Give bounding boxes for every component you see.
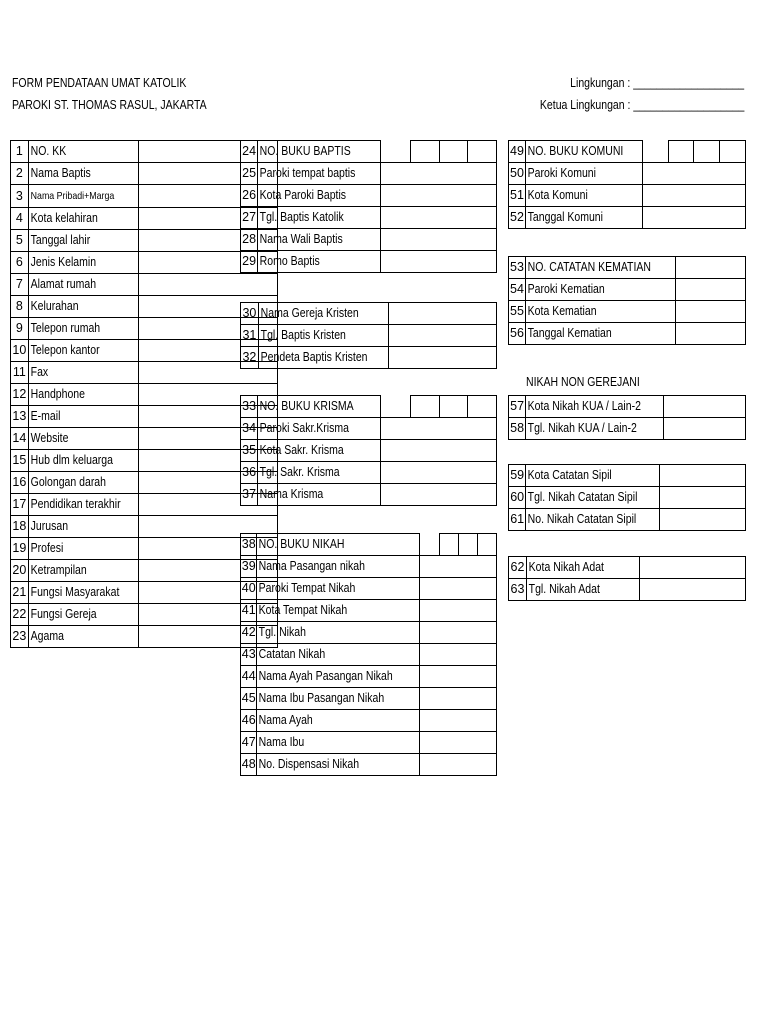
- row-number: 51: [509, 185, 526, 207]
- row-number: 52: [509, 207, 526, 229]
- entry-field[interactable]: [639, 557, 745, 579]
- komuni-table: [508, 140, 746, 229]
- row-number: 37: [241, 484, 258, 506]
- entry-field[interactable]: [642, 185, 745, 207]
- row-number: 60: [509, 487, 526, 509]
- row-number: 1: [11, 141, 29, 163]
- entry-field[interactable]: [389, 347, 497, 369]
- row-number: 46: [241, 710, 257, 732]
- ketua-lingkungan-field: Ketua Lingkungan : ___________________: [539, 98, 744, 112]
- field-label: No. Dispensasi Nikah: [257, 754, 420, 776]
- form-row: [11, 428, 278, 450]
- row-number: 16: [11, 472, 29, 494]
- row-number: 41: [241, 600, 257, 622]
- row-number: 2: [11, 163, 29, 185]
- field-label: Kota Nikah KUA / Lain-2: [526, 396, 664, 418]
- row-number: 57: [509, 396, 526, 418]
- entry-field[interactable]: [639, 579, 745, 601]
- field-label: Telepon kantor: [28, 340, 138, 362]
- form-row: [11, 185, 278, 208]
- form-row: [509, 279, 746, 301]
- form-row: [241, 556, 497, 578]
- gap-cell: [380, 396, 410, 418]
- entry-field[interactable]: [380, 484, 496, 506]
- row-number: 11: [11, 362, 29, 384]
- entry-field[interactable]: [660, 487, 746, 509]
- parish-name: PAROKI ST. THOMAS RASUL, JAKARTA: [12, 98, 207, 112]
- row-number: 18: [11, 516, 29, 538]
- field-label: Ketrampilan: [28, 560, 138, 582]
- row-number: 63: [509, 579, 527, 601]
- field-label: Nama Ayah: [257, 710, 420, 732]
- entry-box[interactable]: [439, 396, 468, 418]
- form-row: [241, 440, 497, 462]
- form-row: [509, 487, 746, 509]
- row-number: 47: [241, 732, 257, 754]
- form-row: [509, 141, 746, 163]
- field-label: Kota Komuni: [525, 185, 642, 207]
- entry-field[interactable]: [389, 325, 497, 347]
- form-row: [241, 754, 497, 776]
- nikah-non-gerejani-heading: NIKAH NON GEREJANI: [526, 375, 640, 389]
- entry-box[interactable]: [411, 141, 440, 163]
- form-row: [11, 141, 278, 163]
- field-label: Nama Baptis: [28, 163, 138, 185]
- form-row: [11, 560, 278, 582]
- form-row: [241, 303, 497, 325]
- entry-field[interactable]: [381, 229, 497, 251]
- entry-field[interactable]: [420, 644, 497, 666]
- form-row: [11, 538, 278, 560]
- kua-table: [508, 395, 746, 440]
- entry-field[interactable]: [675, 301, 745, 323]
- entry-field[interactable]: [642, 207, 745, 229]
- form-row: [241, 534, 497, 556]
- entry-box[interactable]: [439, 141, 468, 163]
- lingkungan-field: Lingkungan : ___________________: [569, 76, 744, 90]
- form-row: [241, 325, 497, 347]
- row-number: 56: [509, 323, 526, 345]
- form-row: [241, 622, 497, 644]
- krisma-table: [240, 395, 497, 506]
- field-label: Kelurahan: [28, 296, 138, 318]
- row-number: 3: [11, 185, 29, 208]
- row-number: 54: [509, 279, 526, 301]
- field-label: Romo Baptis: [258, 251, 381, 273]
- entry-field[interactable]: [660, 465, 746, 487]
- field-label: Nama Gereja Kristen: [258, 303, 388, 325]
- field-label: Jurusan: [28, 516, 138, 538]
- field-label: Paroki Sakr.Krisma: [258, 418, 380, 440]
- nikah-table: [240, 533, 497, 776]
- field-label: Tanggal Komuni: [525, 207, 642, 229]
- field-label: Fungsi Gereja: [28, 604, 138, 626]
- field-label: Tanggal lahir: [28, 230, 138, 252]
- row-number: 12: [11, 384, 29, 406]
- form-row: [241, 229, 497, 251]
- form-row: [241, 688, 497, 710]
- form-row: [11, 163, 278, 185]
- gap-cell: [420, 534, 440, 556]
- field-label: Jenis Kelamin: [28, 252, 138, 274]
- form-row: [11, 208, 278, 230]
- entry-field[interactable]: [389, 303, 497, 325]
- entry-field[interactable]: [380, 440, 496, 462]
- entry-box[interactable]: [458, 534, 477, 556]
- entry-field[interactable]: [420, 578, 497, 600]
- entry-field[interactable]: [420, 556, 497, 578]
- form-row: [241, 710, 497, 732]
- form-row: [509, 257, 746, 279]
- entry-field[interactable]: [664, 418, 746, 440]
- row-number: 19: [11, 538, 29, 560]
- entry-field[interactable]: [420, 600, 497, 622]
- entry-field[interactable]: [138, 274, 277, 296]
- entry-field[interactable]: [420, 754, 497, 776]
- entry-field[interactable]: [380, 418, 496, 440]
- field-label: Alamat rumah: [28, 274, 138, 296]
- row-number: 20: [11, 560, 29, 582]
- row-number: 6: [11, 252, 29, 274]
- row-number: 39: [241, 556, 257, 578]
- entry-box[interactable]: [720, 141, 746, 163]
- row-number: 32: [241, 347, 259, 369]
- row-number: 25: [241, 163, 258, 185]
- row-number: 24: [241, 141, 258, 163]
- field-label: Nama Ayah Pasangan Nikah: [257, 666, 420, 688]
- row-number: 8: [11, 296, 29, 318]
- entry-field[interactable]: [381, 185, 497, 207]
- field-label: NO. KK: [28, 141, 138, 163]
- field-label: Kota Paroki Baptis: [258, 185, 381, 207]
- form-row: [509, 323, 746, 345]
- field-label: Agama: [28, 626, 138, 648]
- field-label: Hub dlm keluarga: [28, 450, 138, 472]
- catatan-sipil-table: [508, 464, 746, 531]
- row-number: 61: [509, 509, 526, 531]
- row-number: 22: [11, 604, 29, 626]
- row-number: 55: [509, 301, 526, 323]
- field-label: Nama Ibu: [257, 732, 420, 754]
- field-label: Fax: [28, 362, 138, 384]
- form-row: [11, 472, 278, 494]
- form-row: [509, 557, 746, 579]
- entry-field[interactable]: [642, 163, 745, 185]
- row-number: 43: [241, 644, 257, 666]
- field-label: Nama Wali Baptis: [258, 229, 381, 251]
- field-label: Nama Ibu Pasangan Nikah: [257, 688, 420, 710]
- entry-field[interactable]: [380, 462, 496, 484]
- entry-field[interactable]: [675, 323, 745, 345]
- row-number: 4: [11, 208, 29, 230]
- nikah-adat-table: [508, 556, 746, 601]
- row-number: 28: [241, 229, 258, 251]
- field-label: NO. BUKU NIKAH: [257, 534, 420, 556]
- personal-data-table: [10, 140, 278, 648]
- form-row: [241, 251, 497, 273]
- field-label: Kota kelahiran: [28, 208, 138, 230]
- form-title: FORM PENDATAAN UMAT KATOLIK: [12, 76, 187, 90]
- entry-box[interactable]: [468, 396, 497, 418]
- field-label: Kota Nikah Adat: [526, 557, 639, 579]
- field-label: NO. CATATAN KEMATIAN: [525, 257, 675, 279]
- field-label: Tgl. Baptis Kristen: [258, 325, 388, 347]
- field-label: Nama Krisma: [258, 484, 380, 506]
- form-row: [11, 626, 278, 648]
- row-number: 15: [11, 450, 29, 472]
- row-number: 62: [509, 557, 527, 579]
- field-label: Paroki tempat baptis: [258, 163, 381, 185]
- form-row: [241, 207, 497, 229]
- row-number: 30: [241, 303, 259, 325]
- row-number: 5: [11, 230, 29, 252]
- row-number: 31: [241, 325, 259, 347]
- entry-field[interactable]: [381, 251, 497, 273]
- row-number: 21: [11, 582, 29, 604]
- row-number: 33: [241, 396, 258, 418]
- row-number: 26: [241, 185, 258, 207]
- row-number: 7: [11, 274, 29, 296]
- row-number: 38: [241, 534, 257, 556]
- form-row: [11, 406, 278, 428]
- entry-field[interactable]: [420, 666, 497, 688]
- form-row: [11, 362, 278, 384]
- row-number: 49: [509, 141, 526, 163]
- field-label: Golongan darah: [28, 472, 138, 494]
- field-label: Profesi: [28, 538, 138, 560]
- field-label: Paroki Kematian: [525, 279, 675, 301]
- entry-field[interactable]: [675, 279, 745, 301]
- row-number: 44: [241, 666, 257, 688]
- form-row: [509, 185, 746, 207]
- row-number: 53: [509, 257, 526, 279]
- form-row: [11, 604, 278, 626]
- form-row: [11, 450, 278, 472]
- kristen-table: [240, 302, 497, 369]
- entry-field[interactable]: [420, 732, 497, 754]
- field-label: Tgl. Baptis Katolik: [258, 207, 381, 229]
- row-number: 10: [11, 340, 29, 362]
- row-number: 27: [241, 207, 258, 229]
- form-row: [509, 418, 746, 440]
- entry-box[interactable]: [439, 534, 458, 556]
- form-row: [509, 579, 746, 601]
- field-label: Kota Tempat Nikah: [257, 600, 420, 622]
- field-label: NO. BUKU BAPTIS: [258, 141, 381, 163]
- form-row: [11, 274, 278, 296]
- field-label: Tgl. Sakr. Krisma: [258, 462, 380, 484]
- form-row: [11, 252, 278, 274]
- row-number: 34: [241, 418, 258, 440]
- row-number: 29: [241, 251, 258, 273]
- form-row: [509, 396, 746, 418]
- field-label: Tgl. Nikah: [257, 622, 420, 644]
- form-row: [241, 484, 497, 506]
- row-number: 36: [241, 462, 258, 484]
- field-label: Paroki Tempat Nikah: [257, 578, 420, 600]
- entry-field[interactable]: [381, 207, 497, 229]
- entry-field[interactable]: [420, 688, 497, 710]
- entry-box[interactable]: [477, 534, 496, 556]
- entry-field[interactable]: [664, 396, 746, 418]
- entry-field[interactable]: [381, 163, 497, 185]
- form-row: [241, 141, 497, 163]
- form-row: [241, 732, 497, 754]
- form-row: [11, 318, 278, 340]
- entry-field[interactable]: [420, 710, 497, 732]
- form-row: [11, 340, 278, 362]
- field-label: NO. BUKU KRISMA: [258, 396, 380, 418]
- row-number: 59: [509, 465, 526, 487]
- row-number: 48: [241, 754, 257, 776]
- entry-box[interactable]: [668, 141, 694, 163]
- form-row: [241, 462, 497, 484]
- form-row: [11, 516, 278, 538]
- field-label: Catatan Nikah: [257, 644, 420, 666]
- row-number: 42: [241, 622, 257, 644]
- field-label: Website: [28, 428, 138, 450]
- field-label: NO. BUKU KOMUNI: [525, 141, 642, 163]
- entry-field[interactable]: [660, 509, 746, 531]
- entry-field[interactable]: [675, 257, 745, 279]
- row-number: 17: [11, 494, 29, 516]
- field-label: Pendeta Baptis Kristen: [258, 347, 388, 369]
- field-label: Tgl. Nikah Catatan Sipil: [526, 487, 660, 509]
- field-label: E-mail: [28, 406, 138, 428]
- field-label: Telepon rumah: [28, 318, 138, 340]
- row-number: 40: [241, 578, 257, 600]
- field-label: Kota Catatan Sipil: [526, 465, 660, 487]
- baptis-table: [240, 140, 497, 273]
- row-number: 35: [241, 440, 258, 462]
- row-number: 45: [241, 688, 257, 710]
- entry-field[interactable]: [420, 622, 497, 644]
- field-label: Nama Pasangan nikah: [257, 556, 420, 578]
- form-row: [509, 509, 746, 531]
- form-row: [11, 296, 278, 318]
- kematian-table: [508, 256, 746, 345]
- field-label: Handphone: [28, 384, 138, 406]
- form-row: [509, 207, 746, 229]
- row-number: 50: [509, 163, 526, 185]
- field-label: Pendidikan terakhir: [28, 494, 138, 516]
- form-row: [509, 163, 746, 185]
- form-row: [241, 600, 497, 622]
- field-label: Nama Pribadi+Marga: [28, 185, 138, 208]
- form-row: [241, 644, 497, 666]
- form-row: [241, 666, 497, 688]
- field-label: Tgl. Nikah Adat: [526, 579, 639, 601]
- row-number: 14: [11, 428, 29, 450]
- row-number: 58: [509, 418, 526, 440]
- row-number: 13: [11, 406, 29, 428]
- form-row: [11, 230, 278, 252]
- form-row: [11, 582, 278, 604]
- entry-box[interactable]: [468, 141, 497, 163]
- form-row: [509, 301, 746, 323]
- gap-cell: [381, 141, 411, 163]
- field-label: Paroki Komuni: [525, 163, 642, 185]
- field-label: No. Nikah Catatan Sipil: [526, 509, 660, 531]
- field-label: Kota Sakr. Krisma: [258, 440, 380, 462]
- form-row: [509, 465, 746, 487]
- form-row: [241, 418, 497, 440]
- form-row: [241, 578, 497, 600]
- row-number: 9: [11, 318, 29, 340]
- form-row: [241, 347, 497, 369]
- field-label: Tgl. Nikah KUA / Lain-2: [526, 418, 664, 440]
- entry-box[interactable]: [694, 141, 720, 163]
- gap-cell: [642, 141, 668, 163]
- form-row: [241, 163, 497, 185]
- form-row: [241, 396, 497, 418]
- form-row: [11, 384, 278, 406]
- form-row: [11, 494, 278, 516]
- entry-box[interactable]: [410, 396, 439, 418]
- field-label: Kota Kematian: [525, 301, 675, 323]
- form-row: [241, 185, 497, 207]
- field-label: Fungsi Masyarakat: [28, 582, 138, 604]
- row-number: 23: [11, 626, 29, 648]
- field-label: Tanggal Kematian: [525, 323, 675, 345]
